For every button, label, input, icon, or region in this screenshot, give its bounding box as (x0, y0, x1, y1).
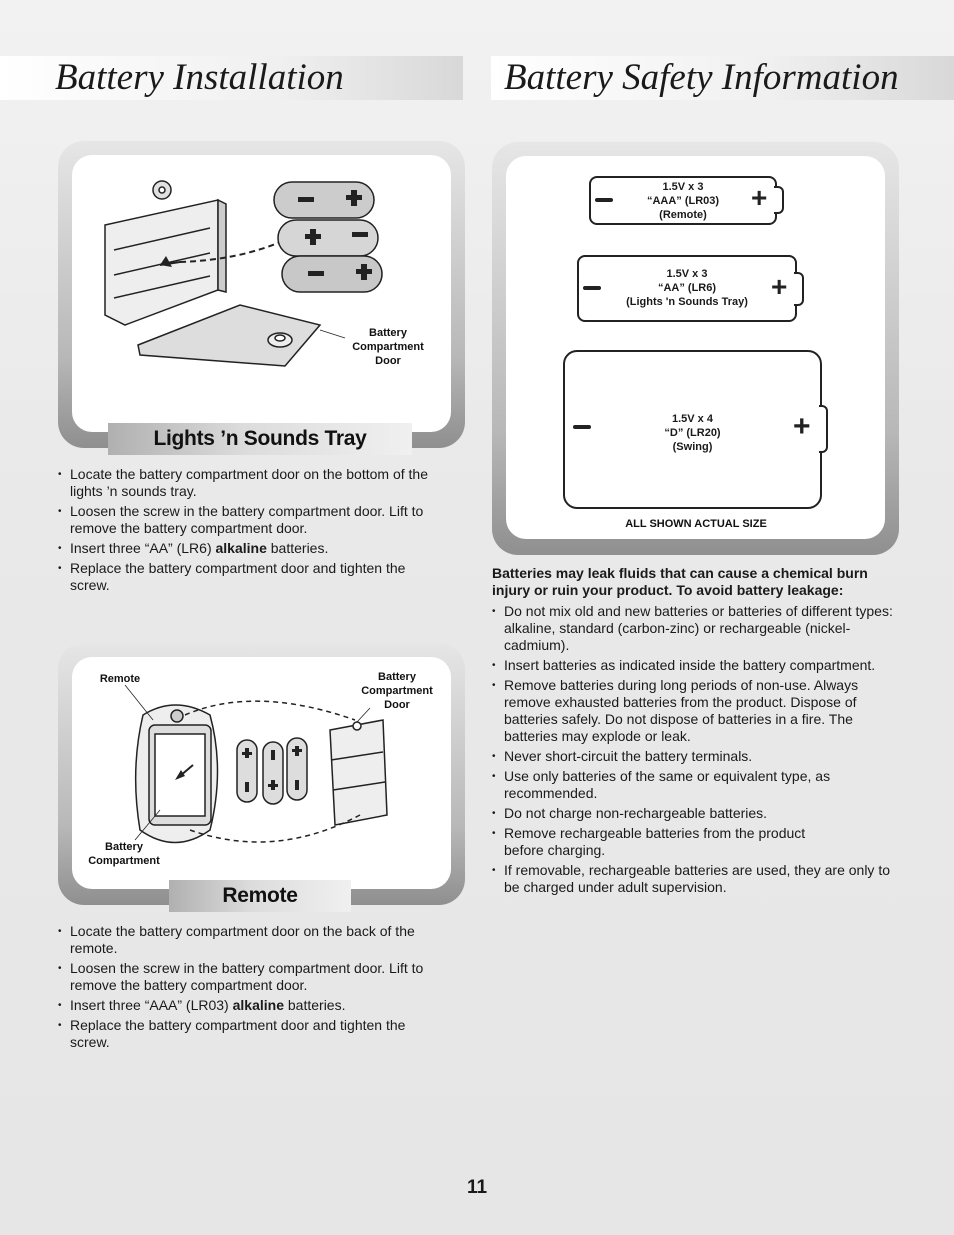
list-item-bold-text: alkaline (232, 997, 284, 1013)
list-item-bold-text: alkaline (215, 540, 267, 556)
list-item-text: Replace the battery compartment door and tighten the screw. (70, 1017, 406, 1050)
tray-section-tab (108, 423, 412, 455)
list-item-text: Insert three “AAA” (LR03) (70, 997, 233, 1013)
tray-instructions-list (58, 466, 453, 597)
tray-door-label-line: Battery (369, 327, 407, 339)
list-item (58, 540, 453, 557)
remote-compartment-label (76, 840, 172, 868)
tray-door-label-line: Door (375, 355, 401, 367)
list-item: • If removable, rechargeable batteries are used, they are only to be charged under adult supervision. (492, 862, 904, 896)
tray-door-label-line: Compartment (352, 341, 424, 353)
list-item: • Do not charge non-rechargeable batteries. (492, 805, 902, 822)
tray-door-label (342, 326, 434, 368)
list-item-text: Loosen the screw in the battery compartment door. Lift to remove the battery compartment door. (70, 960, 424, 993)
plus-icon: + (751, 182, 768, 213)
list-item: • Insert batteries as indicated inside the battery compartment. (492, 657, 902, 674)
list-item (58, 997, 453, 1014)
list-item-text: Locate the battery compartment door on the bottom of the lights ’n sounds tray. (70, 466, 428, 499)
remote-label (92, 672, 148, 686)
d-battery-line: “D” (LR20) (664, 427, 721, 439)
header-bar-right (491, 56, 954, 100)
tray-section-title: Lights ’n Sounds Tray (153, 427, 367, 450)
aa-battery-diagram (577, 255, 797, 322)
list-item-text: Replace the battery compartment door and tighten the screw. (70, 560, 406, 593)
list-item: • Remove batteries during long periods of non-use. Always remove exhausted batteries from the product. Dispose of batteries safely. Do not dispose of batteries in a fire. The batteries may explode or leak. (492, 677, 889, 745)
d-battery-diagram (563, 350, 822, 509)
actual-size-note-text: ALL SHOWN ACTUAL SIZE (625, 518, 767, 530)
aa-battery-line: (Lights 'n Sounds Tray) (626, 296, 748, 308)
page-title-battery-safety: Battery Safety Information (504, 57, 899, 98)
list-item (58, 960, 453, 994)
remote-compartment-label-line: Battery (105, 841, 143, 853)
remote-instructions-list (58, 923, 453, 1054)
aaa-battery-terminal (774, 186, 784, 214)
remote-door-label-line: Door (384, 699, 410, 711)
list-item: • Never short-circuit the battery terminals. (492, 748, 902, 765)
list-item: • Use only batteries of the same or equivalent type, as recommended. (492, 768, 839, 802)
remote-door-label (350, 670, 444, 712)
actual-size-note (580, 517, 812, 531)
remote-door-label-line: Battery (378, 671, 416, 683)
remote-door-label-line: Compartment (361, 685, 433, 697)
aaa-battery-text (591, 180, 775, 222)
list-item (58, 1017, 415, 1051)
page-title-battery-installation: Battery Installation (55, 57, 344, 98)
list-item-text: Locate the battery compartment door on the back of the remote. (70, 923, 415, 956)
remote-compartment-label-line: Compartment (88, 855, 160, 867)
list-item-text: Loosen the screw in the battery compartment door. Lift to remove the battery compartment door. (70, 503, 424, 536)
d-battery-terminal (819, 405, 828, 453)
plus-icon: + (771, 271, 788, 302)
remote-label-text: Remote (99, 673, 141, 685)
safety-list (492, 603, 902, 899)
remote-section-title: Remote (222, 884, 298, 907)
remote-section-tab (169, 880, 351, 912)
list-item-text: batteries. (266, 540, 329, 556)
header-bar-left (0, 56, 463, 100)
d-battery-text (565, 412, 820, 454)
aaa-battery-line: 1.5V x 3 (662, 181, 704, 193)
list-item: • Remove rechargeable batteries from the product before charging. (492, 825, 839, 859)
list-item (58, 466, 453, 500)
aa-battery-text (579, 267, 795, 309)
safety-warning-heading: Batteries may leak fluids that can cause a chemical burn injury or ruin your product. To avoid battery leakage: (492, 565, 868, 598)
list-item (58, 923, 420, 957)
list-item-text: batteries. (284, 997, 346, 1013)
aaa-battery-line: “AAA” (LR03) (646, 195, 720, 207)
aa-battery-line: 1.5V x 3 (666, 268, 708, 280)
list-item-text: Insert three “AA” (LR6) (70, 540, 216, 556)
d-battery-line: (Swing) (672, 441, 713, 453)
aaa-battery-line: (Remote) (659, 209, 707, 221)
aa-battery-terminal (794, 272, 804, 306)
page-number: 11 (467, 1177, 488, 1198)
aaa-battery-diagram (589, 176, 777, 225)
list-item: • Do not mix old and new batteries or batteries of different types: alkaline, standard (carbon-zinc) or rechargeable (nickel-cadmium). (492, 603, 902, 654)
list-item (58, 503, 453, 537)
plus-icon: + (793, 410, 811, 443)
d-battery-line: 1.5V x 4 (672, 413, 713, 425)
aa-battery-line: “AA” (LR6) (657, 282, 717, 294)
remote-battery-illustration (125, 690, 395, 860)
list-item (58, 560, 415, 594)
